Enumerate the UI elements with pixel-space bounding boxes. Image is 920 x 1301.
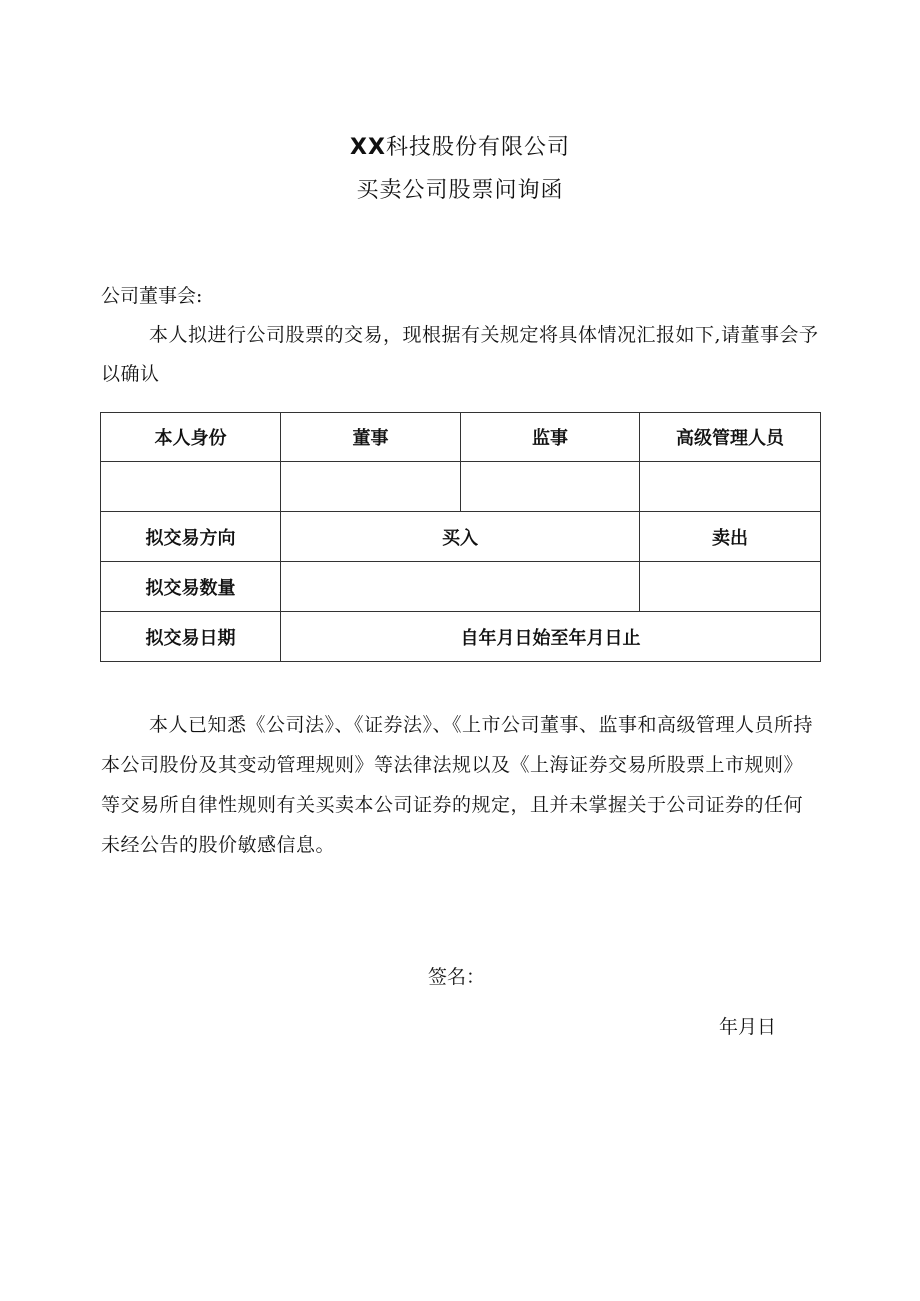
quantity-label-cell: 拟交易数量 (101, 562, 281, 612)
date-label-cell: 拟交易日期 (101, 612, 281, 662)
senior-management-header-cell: 高级管理人员 (640, 413, 821, 462)
salutation: 公司董事会: (101, 285, 203, 307)
supervisor-header-cell: 监事 (461, 413, 640, 462)
table-row-date (101, 612, 821, 662)
table-row-quantity (101, 562, 821, 612)
date-line: 年月日 (719, 1016, 777, 1038)
director-header-cell: 董事 (281, 413, 461, 462)
intro-paragraph: 本人拟进行公司股票的交易，现根据有关规定将具体情况汇报如下,请董事会予以确认 (101, 324, 819, 385)
buy-cell[interactable]: 买入 (281, 512, 640, 562)
director-value-cell[interactable] (281, 462, 461, 512)
table-row-direction (101, 512, 821, 562)
table-row-identity-values (101, 462, 821, 512)
company-name-rest: 科技股份有限公司 (385, 135, 570, 160)
company-name (0, 130, 920, 161)
declaration-paragraph: 本人已知悉《公司法》、《证券法》、《上市公司董事、监事和高级管理人员所持本公司股份及其变动管理规则》等法律法规以及《上海证券交易所股票上市规则》等交易所自律性规则有关买卖本公司证券的规定，且并未掌握关于公司证券的任何未经公告的股价敏感信息。 (101, 714, 814, 856)
company-prefix: XX (350, 135, 386, 160)
identity-empty-cell (101, 462, 281, 512)
direction-label-cell: 拟交易方向 (101, 512, 281, 562)
signature-label: 签名： (428, 966, 486, 988)
sell-cell[interactable]: 卖出 (640, 512, 821, 562)
supervisor-value-cell[interactable] (461, 462, 640, 512)
table-row-identity-header (101, 413, 821, 462)
trade-info-table (100, 412, 821, 662)
document-title: 买卖公司股票问询函 (356, 178, 564, 203)
senior-management-value-cell[interactable] (640, 462, 821, 512)
identity-label-cell: 本人身份 (101, 413, 281, 462)
date-value-cell[interactable]: 自年月日始至年月日止 (281, 612, 821, 662)
sell-quantity-cell[interactable] (640, 562, 821, 612)
buy-quantity-cell[interactable] (281, 562, 640, 612)
